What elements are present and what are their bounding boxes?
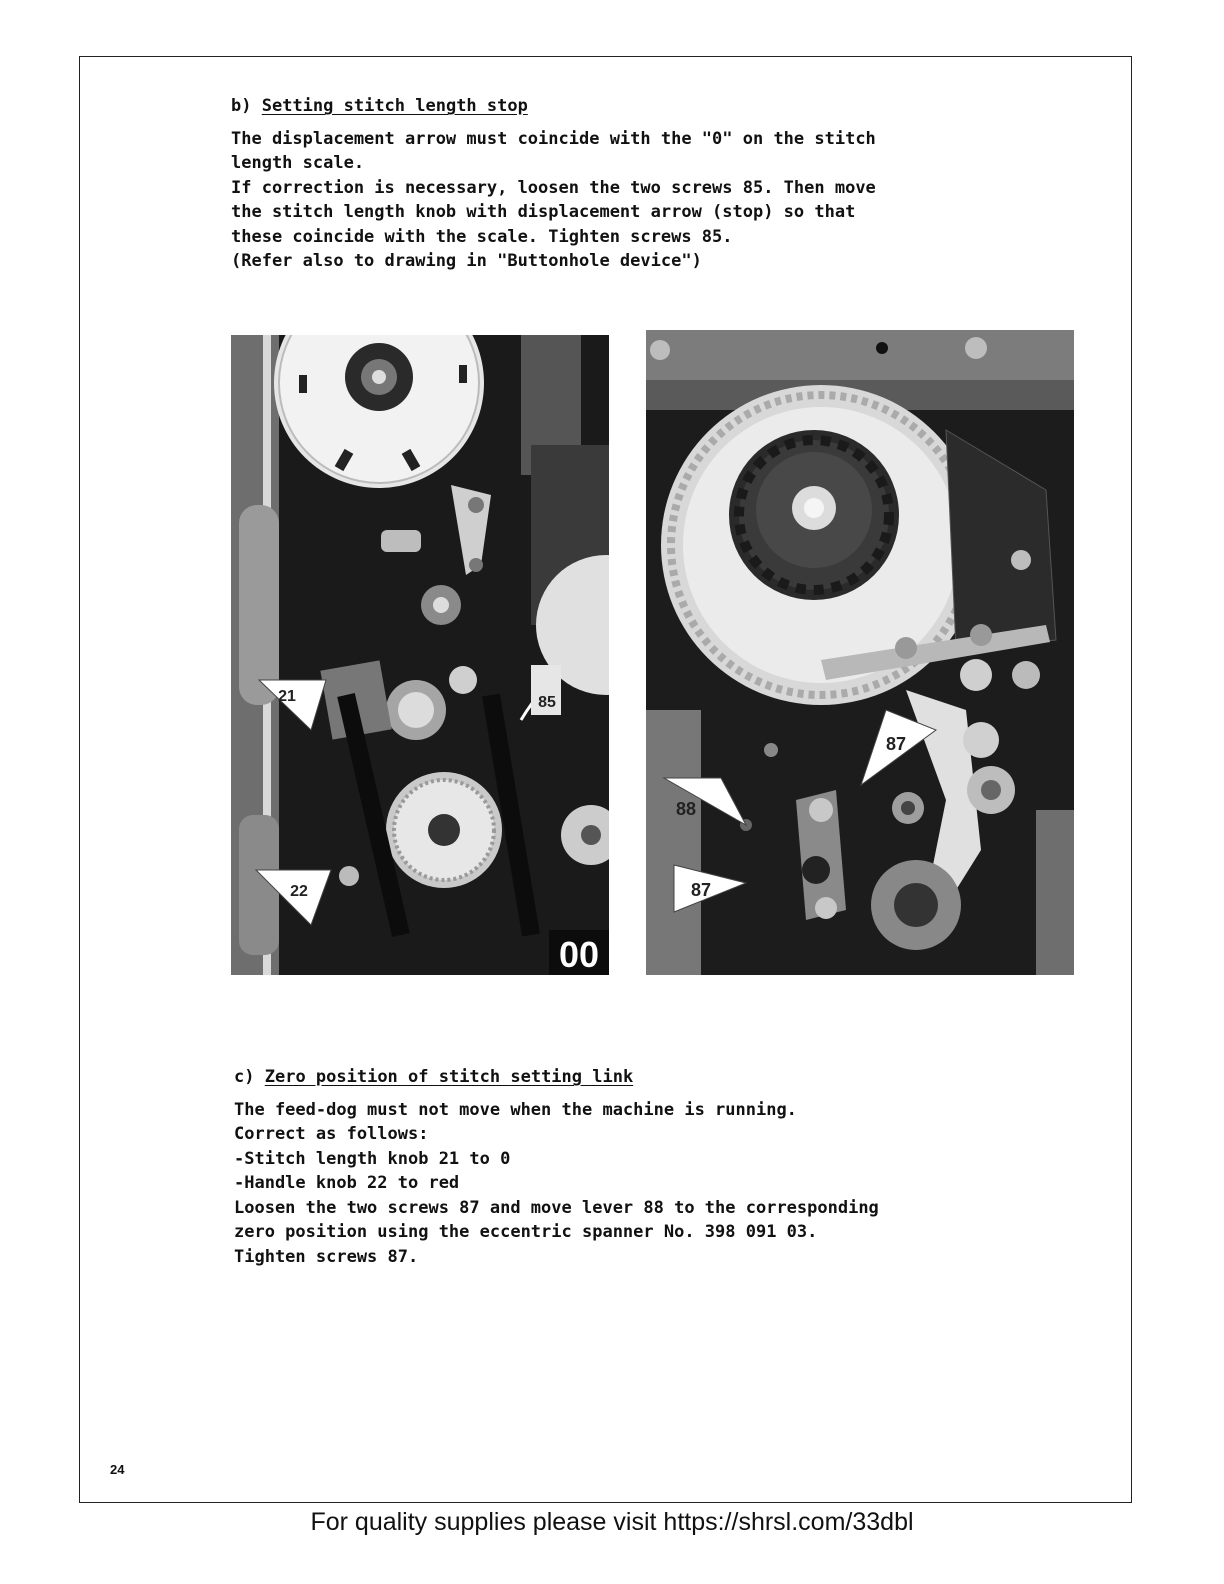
callout-label: 22 — [290, 883, 308, 900]
mechanism-photo-left-drawing — [231, 335, 609, 975]
section-c — [234, 1065, 879, 1269]
section-b-prefix: b) — [231, 96, 252, 116]
section-c-line: Correct as follows: — [234, 1124, 429, 1144]
section-b-line: If correction is necessary, loosen the two screws 85. Then move — [231, 177, 876, 198]
callout-label: 85 — [538, 694, 556, 711]
page-number: 24 — [110, 1462, 125, 1477]
section-c-line: zero position using the eccentric spanner No. 398 091 03. — [234, 1222, 818, 1242]
section-c-line: Loosen the two screws 87 and move lever 88 to the corresponding — [234, 1197, 879, 1218]
callout-label: 21 — [278, 688, 296, 705]
section-b-line: The displacement arrow must coincide with the "0" on the stitch — [231, 128, 876, 149]
section-b-line: these coincide with the scale. Tighten screws 85. — [231, 226, 733, 247]
callout-label: 87 — [690, 880, 712, 900]
footer-link[interactable]: For quality supplies please visit https://shrsl.com/33dbl — [310, 1508, 914, 1536]
callout-label: 88 — [675, 799, 697, 819]
section-b-title: Setting stitch length stop — [261, 96, 528, 116]
section-c-prefix: c) — [234, 1067, 255, 1087]
section-c-line: Tighten screws 87. — [234, 1246, 419, 1267]
mechanism-photo-right-drawing — [646, 330, 1074, 975]
section-b-line: (Refer also to drawing in "Buttonhole device") — [231, 251, 702, 271]
section-b-line: length scale. — [231, 153, 365, 173]
section-b — [231, 94, 876, 274]
mechanism-photo-left — [231, 335, 609, 975]
section-c-heading — [234, 1065, 879, 1090]
section-b-heading — [231, 94, 876, 119]
section-c-line: The feed-dog must not move when the machine is running. — [234, 1099, 797, 1120]
callout-label: 87 — [885, 734, 907, 754]
section-b-line: the stitch length knob with displacement arrow (stop) so that — [231, 202, 856, 222]
section-c-line: -Handle knob 22 to red — [234, 1173, 460, 1193]
scale-marking: 00 — [558, 934, 600, 975]
section-c-line: -Stitch length knob 21 to 0 — [234, 1148, 511, 1169]
section-c-title: Zero position of stitch setting link — [264, 1067, 634, 1087]
mechanism-photo-right — [646, 330, 1074, 975]
